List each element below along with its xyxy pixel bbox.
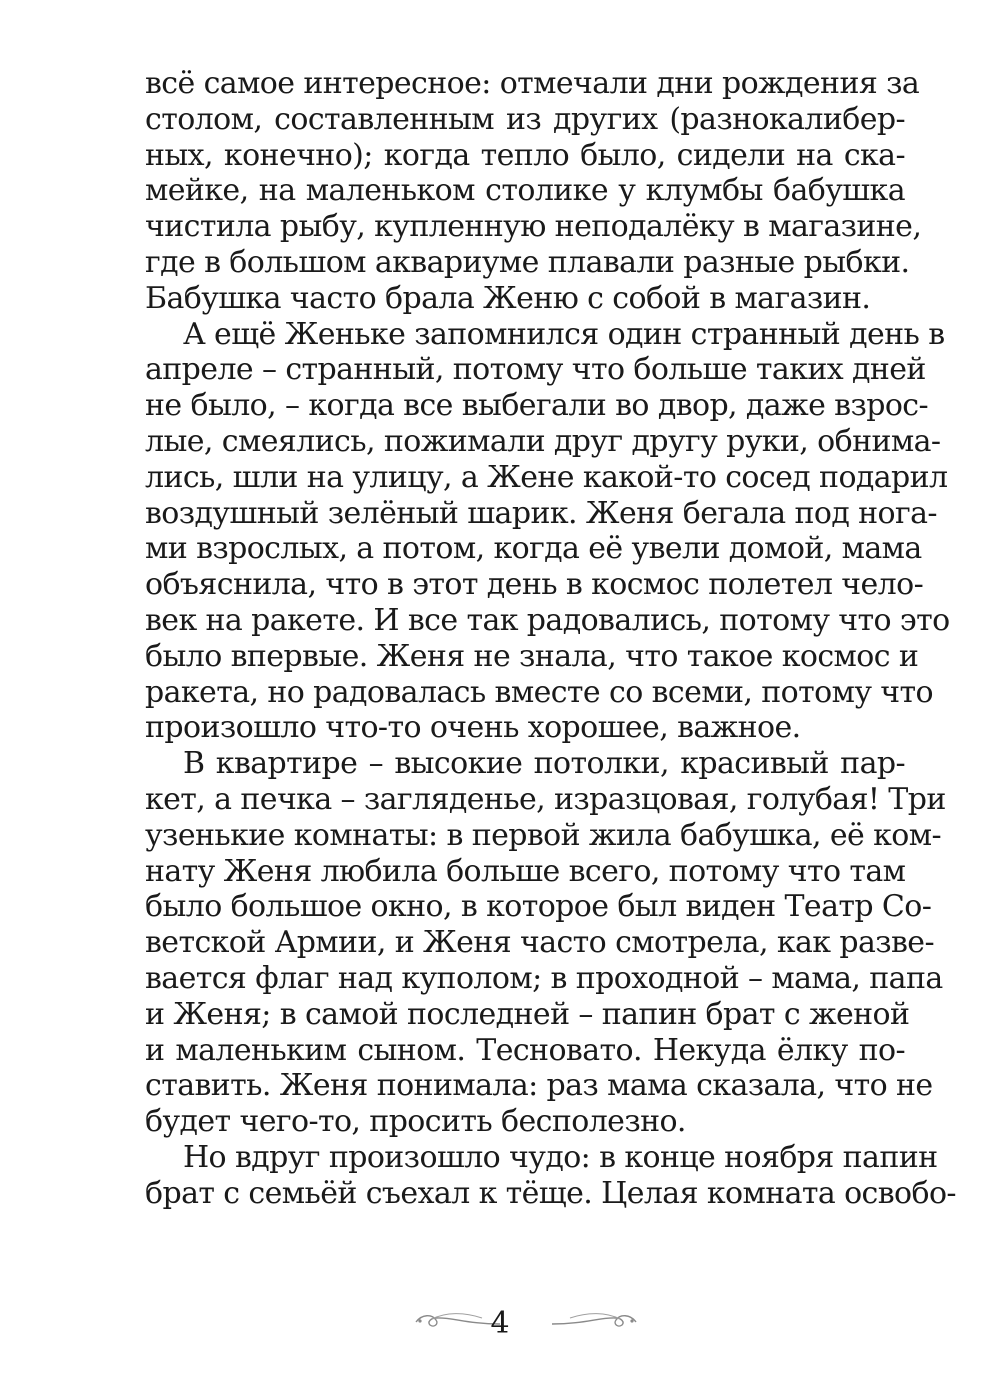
text-line: было большое окно, в которое был виден Театр Со- bbox=[145, 889, 932, 925]
text-line: вается флаг над куполом; в проходной – мама, папа bbox=[145, 960, 943, 996]
text-line: А ещё Женьке запомнился один странный день в bbox=[183, 316, 945, 352]
text-line: было впервые. Женя не знала, что такое космос и bbox=[145, 638, 919, 674]
text-line: столом, составленным из других (разнокалибер- bbox=[145, 101, 905, 137]
text-line: кет, а печка – загляденье, изразцовая, голубая! Три bbox=[145, 781, 946, 817]
text-line: нату Женя любила больше всего, потому что там bbox=[145, 853, 906, 889]
text-line: ветской Армии, и Женя часто смотрела, как разве- bbox=[145, 925, 934, 961]
text-line: ных, конечно); когда тепло было, сидели на ска- bbox=[145, 137, 905, 173]
text-line: Но вдруг произошло чудо: в конце ноября папин bbox=[183, 1139, 938, 1175]
text-line: узенькие комнаты: в первой жила бабушка, её ком- bbox=[145, 817, 941, 853]
text-line: воздушный зелёный шарик. Женя бегала под нога- bbox=[145, 495, 937, 531]
text-line: брат с семьёй съехал к тёще. Целая комната освобо- bbox=[145, 1175, 956, 1211]
text-line: Бабушка часто брала Женю с собой в магазин. bbox=[145, 280, 871, 316]
text-line: ставить. Женя понимала: раз мама сказала, что не bbox=[145, 1068, 933, 1104]
text-line: где в большом аквариуме плавали разные рыбки. bbox=[145, 244, 910, 280]
page-number: 4 bbox=[490, 1306, 510, 1341]
text-line: и Женя; в самой последней – папин брат с женой bbox=[145, 996, 910, 1032]
right-flourish-icon bbox=[548, 1300, 640, 1336]
text-line: мейке, на маленьком столике у клумбы бабушка bbox=[145, 173, 905, 209]
text-line: всё самое интересное: отмечали дни рождения за bbox=[145, 66, 920, 101]
text-line: ми взрослых, а потом, когда её увели домой, мама bbox=[145, 531, 922, 567]
text-line: апреле – странный, потому что больше таких дней bbox=[145, 352, 926, 388]
text-line: В квартире – высокие потолки, красивый пар- bbox=[183, 746, 905, 782]
text-line: и маленьким сыном. Тесновато. Некуда ёлку по- bbox=[145, 1032, 905, 1068]
text-line: век на ракете. И все так радовались, потому что это bbox=[145, 602, 950, 638]
text-line: лись, шли на улицу, а Жене какой-то сосед подарил bbox=[145, 459, 948, 495]
text-line: будет чего-то, просить бесполезно. bbox=[145, 1104, 686, 1140]
text-line: лые, смеялись, пожимали друг другу руки, обнима- bbox=[145, 423, 941, 459]
text-line: не было, – когда все выбегали во двор, даже взрос- bbox=[145, 388, 929, 424]
text-line: чистила рыбу, купленную неподалёку в магазине, bbox=[145, 209, 922, 245]
text-line: объяснила, что в этот день в космос полетел чело- bbox=[145, 567, 924, 603]
page-footer bbox=[0, 1300, 1000, 1350]
body-text bbox=[145, 66, 956, 1212]
text-line: ракета, но радовалась вместе со всеми, потому что bbox=[145, 674, 933, 710]
text-line: произошло что-то очень хорошее, важное. bbox=[145, 710, 801, 746]
